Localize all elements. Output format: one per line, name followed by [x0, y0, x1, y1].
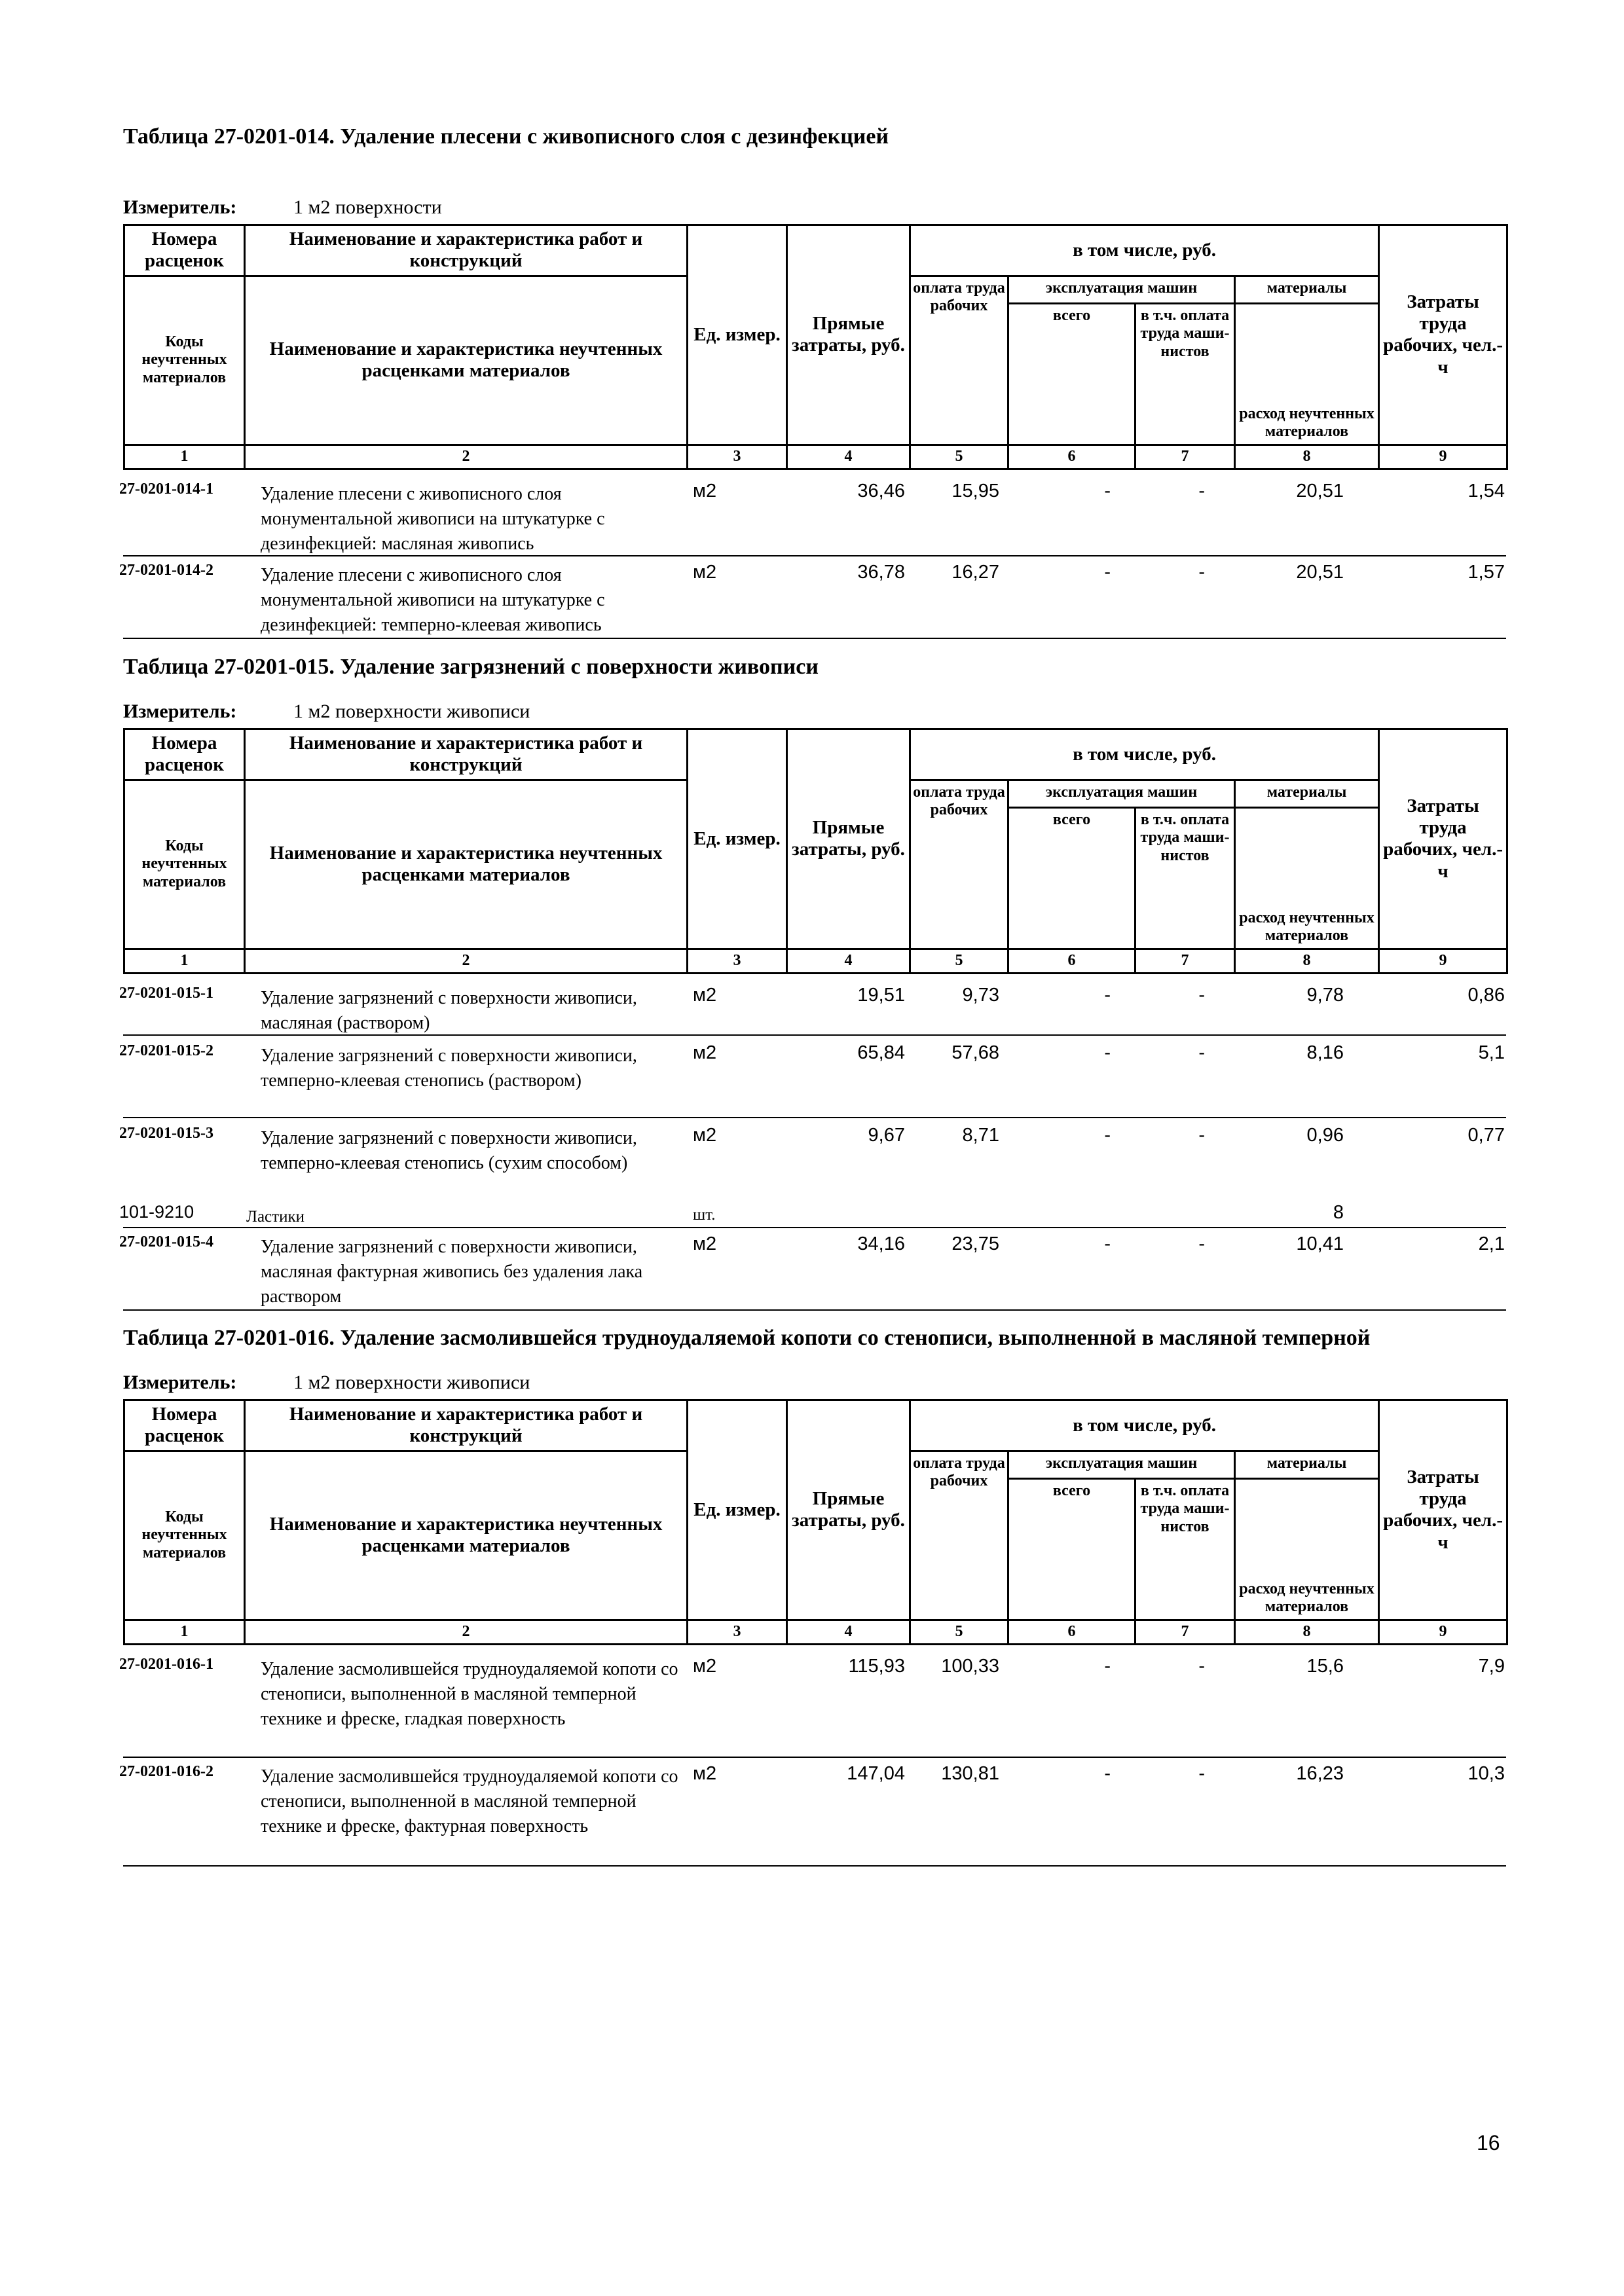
col-num: 5: [910, 1620, 1008, 1644]
row-name: Удаление загрязнений с поверхности живописи, масляная (раствором): [261, 988, 637, 1033]
table-section-015: [119, 655, 1506, 1309]
row-machines-total: -: [1104, 1125, 1111, 1146]
col-num: 6: [1008, 949, 1135, 973]
row-machines-total: -: [1104, 1656, 1111, 1677]
col-num: 9: [1379, 1620, 1507, 1644]
row-machinists-pay: -: [1198, 1233, 1205, 1254]
header-pryamye: Прямые затраты, руб.: [787, 729, 910, 949]
row-labor-hours: 2,1: [1478, 1233, 1505, 1254]
header-v-tom: в том числе, руб.: [910, 1400, 1379, 1451]
row-code: 27-0201-015-4: [119, 1233, 213, 1250]
header-ekspl: эксплуатация машин: [1008, 276, 1235, 303]
header-naimen2: Наименование и характеристика неучтенных расценками материалов: [245, 1451, 688, 1620]
measure-value: 1 м2 поверхности: [293, 196, 442, 218]
row-labor-hours: 0,86: [1467, 985, 1505, 1006]
col-num: 7: [1135, 445, 1235, 469]
row-machinists-pay: -: [1198, 1042, 1205, 1063]
table-row-material: [119, 1199, 1506, 1228]
row-unit: м2: [693, 985, 717, 1006]
header-v-tom: в том числе, руб.: [910, 225, 1379, 276]
row-labor-hours: 1,57: [1467, 562, 1505, 583]
col-num: 3: [688, 949, 787, 973]
row-code: 27-0201-016-1: [119, 1656, 213, 1673]
measure-line: [123, 1372, 530, 1394]
header-kody: Коды неучтенных материалов: [124, 780, 245, 949]
header-pryamye: Прямые затраты, руб.: [787, 1400, 910, 1620]
col-num: 9: [1379, 445, 1507, 469]
row-machines-total: -: [1104, 1042, 1111, 1063]
row-labor-pay: 130,81: [941, 1763, 999, 1784]
row-materials: 20,51: [1296, 481, 1344, 501]
header-naimen: Наименование и характеристика работ и конструкций: [245, 729, 688, 780]
measure-value: 1 м2 поверхности живописи: [293, 701, 530, 722]
header-ed: Ед. измер.: [688, 1400, 787, 1620]
header-zatraty: Затраты труда рабочих, чел.-ч: [1379, 1400, 1507, 1620]
row-unit: м2: [693, 1656, 717, 1677]
row-direct-cost: 34,16: [857, 1233, 905, 1254]
row-direct-cost: 147,04: [847, 1763, 905, 1784]
header-vsego: всего: [1008, 807, 1135, 949]
table-section-016: [119, 1326, 1506, 1876]
row-labor-pay: 16,27: [951, 562, 999, 583]
table-header: [123, 728, 1508, 974]
table-row: [119, 982, 1506, 1036]
col-num: 5: [910, 445, 1008, 469]
row-code: 27-0201-015-1: [119, 985, 213, 1002]
header-oplata: оплата труда рабочих: [910, 276, 1008, 445]
table-row: [119, 1040, 1506, 1118]
row-labor-hours: 7,9: [1478, 1656, 1505, 1677]
row-machinists-pay: -: [1198, 985, 1205, 1006]
header-kody: Коды неучтенных материалов: [124, 276, 245, 445]
table-row: [119, 559, 1506, 639]
measure-value: 1 м2 поверхности живописи: [293, 1372, 530, 1393]
row-labor-hours: 0,77: [1467, 1125, 1505, 1146]
row-unit: м2: [693, 1125, 717, 1146]
table-title: Таблица 27-0201-014. Удаление плесени с живописного слоя с дезинфекцией: [123, 124, 889, 149]
row-materials: 8,16: [1306, 1042, 1344, 1063]
row-labor-pay: 57,68: [951, 1042, 999, 1063]
measure-line: [123, 196, 442, 219]
row-materials: 9,78: [1306, 985, 1344, 1006]
row-direct-cost: 36,46: [857, 481, 905, 501]
header-vsego: всего: [1008, 303, 1135, 445]
row-labor-hours: 1,54: [1467, 481, 1505, 501]
row-machines-total: -: [1104, 481, 1111, 501]
table-header: [123, 1399, 1508, 1645]
header-zatraty: Затраты труда рабочих, чел.-ч: [1379, 729, 1507, 949]
measure-line: [123, 701, 530, 723]
header-ekspl: эксплуатация машин: [1008, 780, 1235, 807]
row-materials: 16,23: [1296, 1763, 1344, 1784]
row-machines-total: -: [1104, 985, 1111, 1006]
row-labor-pay: 15,95: [951, 481, 999, 501]
header-oplata: оплата труда рабочих: [910, 1451, 1008, 1620]
row-code: 27-0201-014-1: [119, 481, 213, 498]
row-labor-pay: 8,71: [962, 1125, 999, 1146]
row-machines-total: -: [1104, 1233, 1111, 1254]
col-num: 6: [1008, 445, 1135, 469]
row-labor-pay: 100,33: [941, 1656, 999, 1677]
col-num: 7: [1135, 1620, 1235, 1644]
col-num: 2: [245, 1620, 688, 1644]
page-number: 16: [1477, 2131, 1500, 2155]
col-num: 8: [1235, 445, 1379, 469]
row-name: Удаление засмолившейся трудноудаляемой копоти со стенописи, выполненной в масляной темперной технике и фреске, фактурная поверхность: [261, 1766, 678, 1836]
header-naimen2: Наименование и характеристика неучтенных расценками материалов: [245, 276, 688, 445]
row-name: Удаление загрязнений с поверхности живописи, темперно-клеевая стенопись (сухим способом): [261, 1128, 637, 1173]
header-materialy: материалы: [1235, 276, 1379, 303]
col-num: 2: [245, 445, 688, 469]
header-nomera: Номера расценок: [124, 729, 245, 780]
col-num: 8: [1235, 1620, 1379, 1644]
row-name: Удаление засмолившейся трудноудаляемой копоти со стенописи, выполненной в масляной темперной технике и фреске, гладкая поверхность: [261, 1659, 678, 1729]
header-nomera: Номера расценок: [124, 1400, 245, 1451]
row-labor-pay: 23,75: [951, 1233, 999, 1254]
row-unit: м2: [693, 1042, 717, 1063]
row-direct-cost: 115,93: [848, 1656, 905, 1677]
row-materials: 0,96: [1306, 1125, 1344, 1146]
row-code: 27-0201-016-2: [119, 1763, 213, 1780]
header-vtch: в т.ч. оплата труда маши-нистов: [1135, 1478, 1235, 1620]
header-ed: Ед. измер.: [688, 729, 787, 949]
header-pryamye: Прямые затраты, руб.: [787, 225, 910, 445]
header-vsego: всего: [1008, 1478, 1135, 1620]
header-naimen2: Наименование и характеристика неучтенных расценками материалов: [245, 780, 688, 949]
row-materials: 10,41: [1296, 1233, 1344, 1254]
header-vtch: в т.ч. оплата труда маши-нистов: [1135, 807, 1235, 949]
header-nomera: Номера расценок: [124, 225, 245, 276]
col-num: 5: [910, 949, 1008, 973]
col-num: 4: [787, 445, 910, 469]
row-materials: 8: [1333, 1202, 1344, 1223]
row-unit: м2: [693, 1233, 717, 1254]
table-row: [119, 478, 1506, 556]
header-rashod: расход неучтенных материалов: [1235, 1478, 1379, 1620]
header-zatraty: Затраты труда рабочих, чел.-ч: [1379, 225, 1507, 445]
header-naimen: Наименование и характеристика работ и конструкций: [245, 225, 688, 276]
table-row: [119, 1122, 1506, 1199]
row-machinists-pay: -: [1198, 1656, 1205, 1677]
measure-label: Измеритель:: [123, 701, 237, 722]
table-row: [119, 1231, 1506, 1311]
col-num: 2: [245, 949, 688, 973]
table-title: Таблица 27-0201-016. Удаление засмолившейся трудноудаляемой копоти со стенописи, выполненной в масляной темперной: [123, 1326, 1371, 1350]
header-naimen: Наименование и характеристика работ и конструкций: [245, 1400, 688, 1451]
row-code: 27-0201-015-2: [119, 1042, 213, 1059]
row-unit: м2: [693, 1763, 717, 1784]
row-name: Удаление плесени с живописного слоя монументальной живописи на штукатурке с дезинфекцией: масляная живопись: [261, 484, 605, 554]
row-code: 27-0201-014-2: [119, 562, 213, 579]
header-rashod: расход неучтенных материалов: [1235, 807, 1379, 949]
header-oplata: оплата труда рабочих: [910, 780, 1008, 949]
row-machines-total: -: [1104, 562, 1111, 583]
col-num: 4: [787, 949, 910, 973]
measure-label: Измеритель:: [123, 196, 237, 218]
row-machinists-pay: -: [1198, 562, 1205, 583]
row-direct-cost: 36,78: [857, 562, 905, 583]
col-num: 8: [1235, 949, 1379, 973]
row-materials: 20,51: [1296, 562, 1344, 583]
row-labor-hours: 5,1: [1478, 1042, 1505, 1063]
table-title: Таблица 27-0201-015. Удаление загрязнений с поверхности живописи: [123, 655, 819, 679]
header-ekspl: эксплуатация машин: [1008, 1451, 1235, 1478]
row-code: 27-0201-015-3: [119, 1125, 213, 1142]
header-v-tom: в том числе, руб.: [910, 729, 1379, 780]
header-materialy: материалы: [1235, 780, 1379, 807]
row-name: Удаление плесени с живописного слоя монументальной живописи на штукатурке с дезинфекцией: темперно-клеевая живопись: [261, 565, 605, 635]
row-name: Ластики: [246, 1208, 304, 1226]
table-header: [123, 224, 1508, 470]
row-unit: м2: [693, 481, 717, 501]
row-unit: м2: [693, 562, 717, 583]
header-vtch: в т.ч. оплата труда маши-нистов: [1135, 303, 1235, 445]
table-row: [119, 1760, 1506, 1867]
col-num: 1: [124, 949, 245, 973]
header-rashod: расход неучтенных материалов: [1235, 303, 1379, 445]
row-direct-cost: 65,84: [857, 1042, 905, 1063]
row-name: Удаление загрязнений с поверхности живописи, масляная фактурная живопись без удаления лака раствором: [261, 1237, 643, 1307]
col-num: 4: [787, 1620, 910, 1644]
col-num: 3: [688, 445, 787, 469]
header-kody: Коды неучтенных материалов: [124, 1451, 245, 1620]
row-materials: 15,6: [1306, 1656, 1344, 1677]
row-direct-cost: 19,51: [857, 985, 905, 1006]
col-num: 1: [124, 445, 245, 469]
row-machinists-pay: -: [1198, 1125, 1205, 1146]
row-direct-cost: 9,67: [868, 1125, 905, 1146]
col-num: 6: [1008, 1620, 1135, 1644]
header-ed: Ед. измер.: [688, 225, 787, 445]
row-machines-total: -: [1104, 1763, 1111, 1784]
row-labor-pay: 9,73: [962, 985, 999, 1006]
row-labor-hours: 10,3: [1467, 1763, 1505, 1784]
header-materialy: материалы: [1235, 1451, 1379, 1478]
table-row: [119, 1653, 1506, 1758]
row-name: Удаление загрязнений с поверхности живописи, темперно-клеевая стенопись (раствором): [261, 1046, 637, 1091]
row-code: 101-9210: [119, 1202, 194, 1222]
row-machinists-pay: -: [1198, 481, 1205, 501]
row-unit: шт.: [693, 1206, 716, 1224]
col-num: 7: [1135, 949, 1235, 973]
col-num: 3: [688, 1620, 787, 1644]
row-machinists-pay: -: [1198, 1763, 1205, 1784]
measure-label: Измеритель:: [123, 1372, 237, 1393]
table-section-014: [119, 124, 1506, 642]
col-num: 9: [1379, 949, 1507, 973]
col-num: 1: [124, 1620, 245, 1644]
